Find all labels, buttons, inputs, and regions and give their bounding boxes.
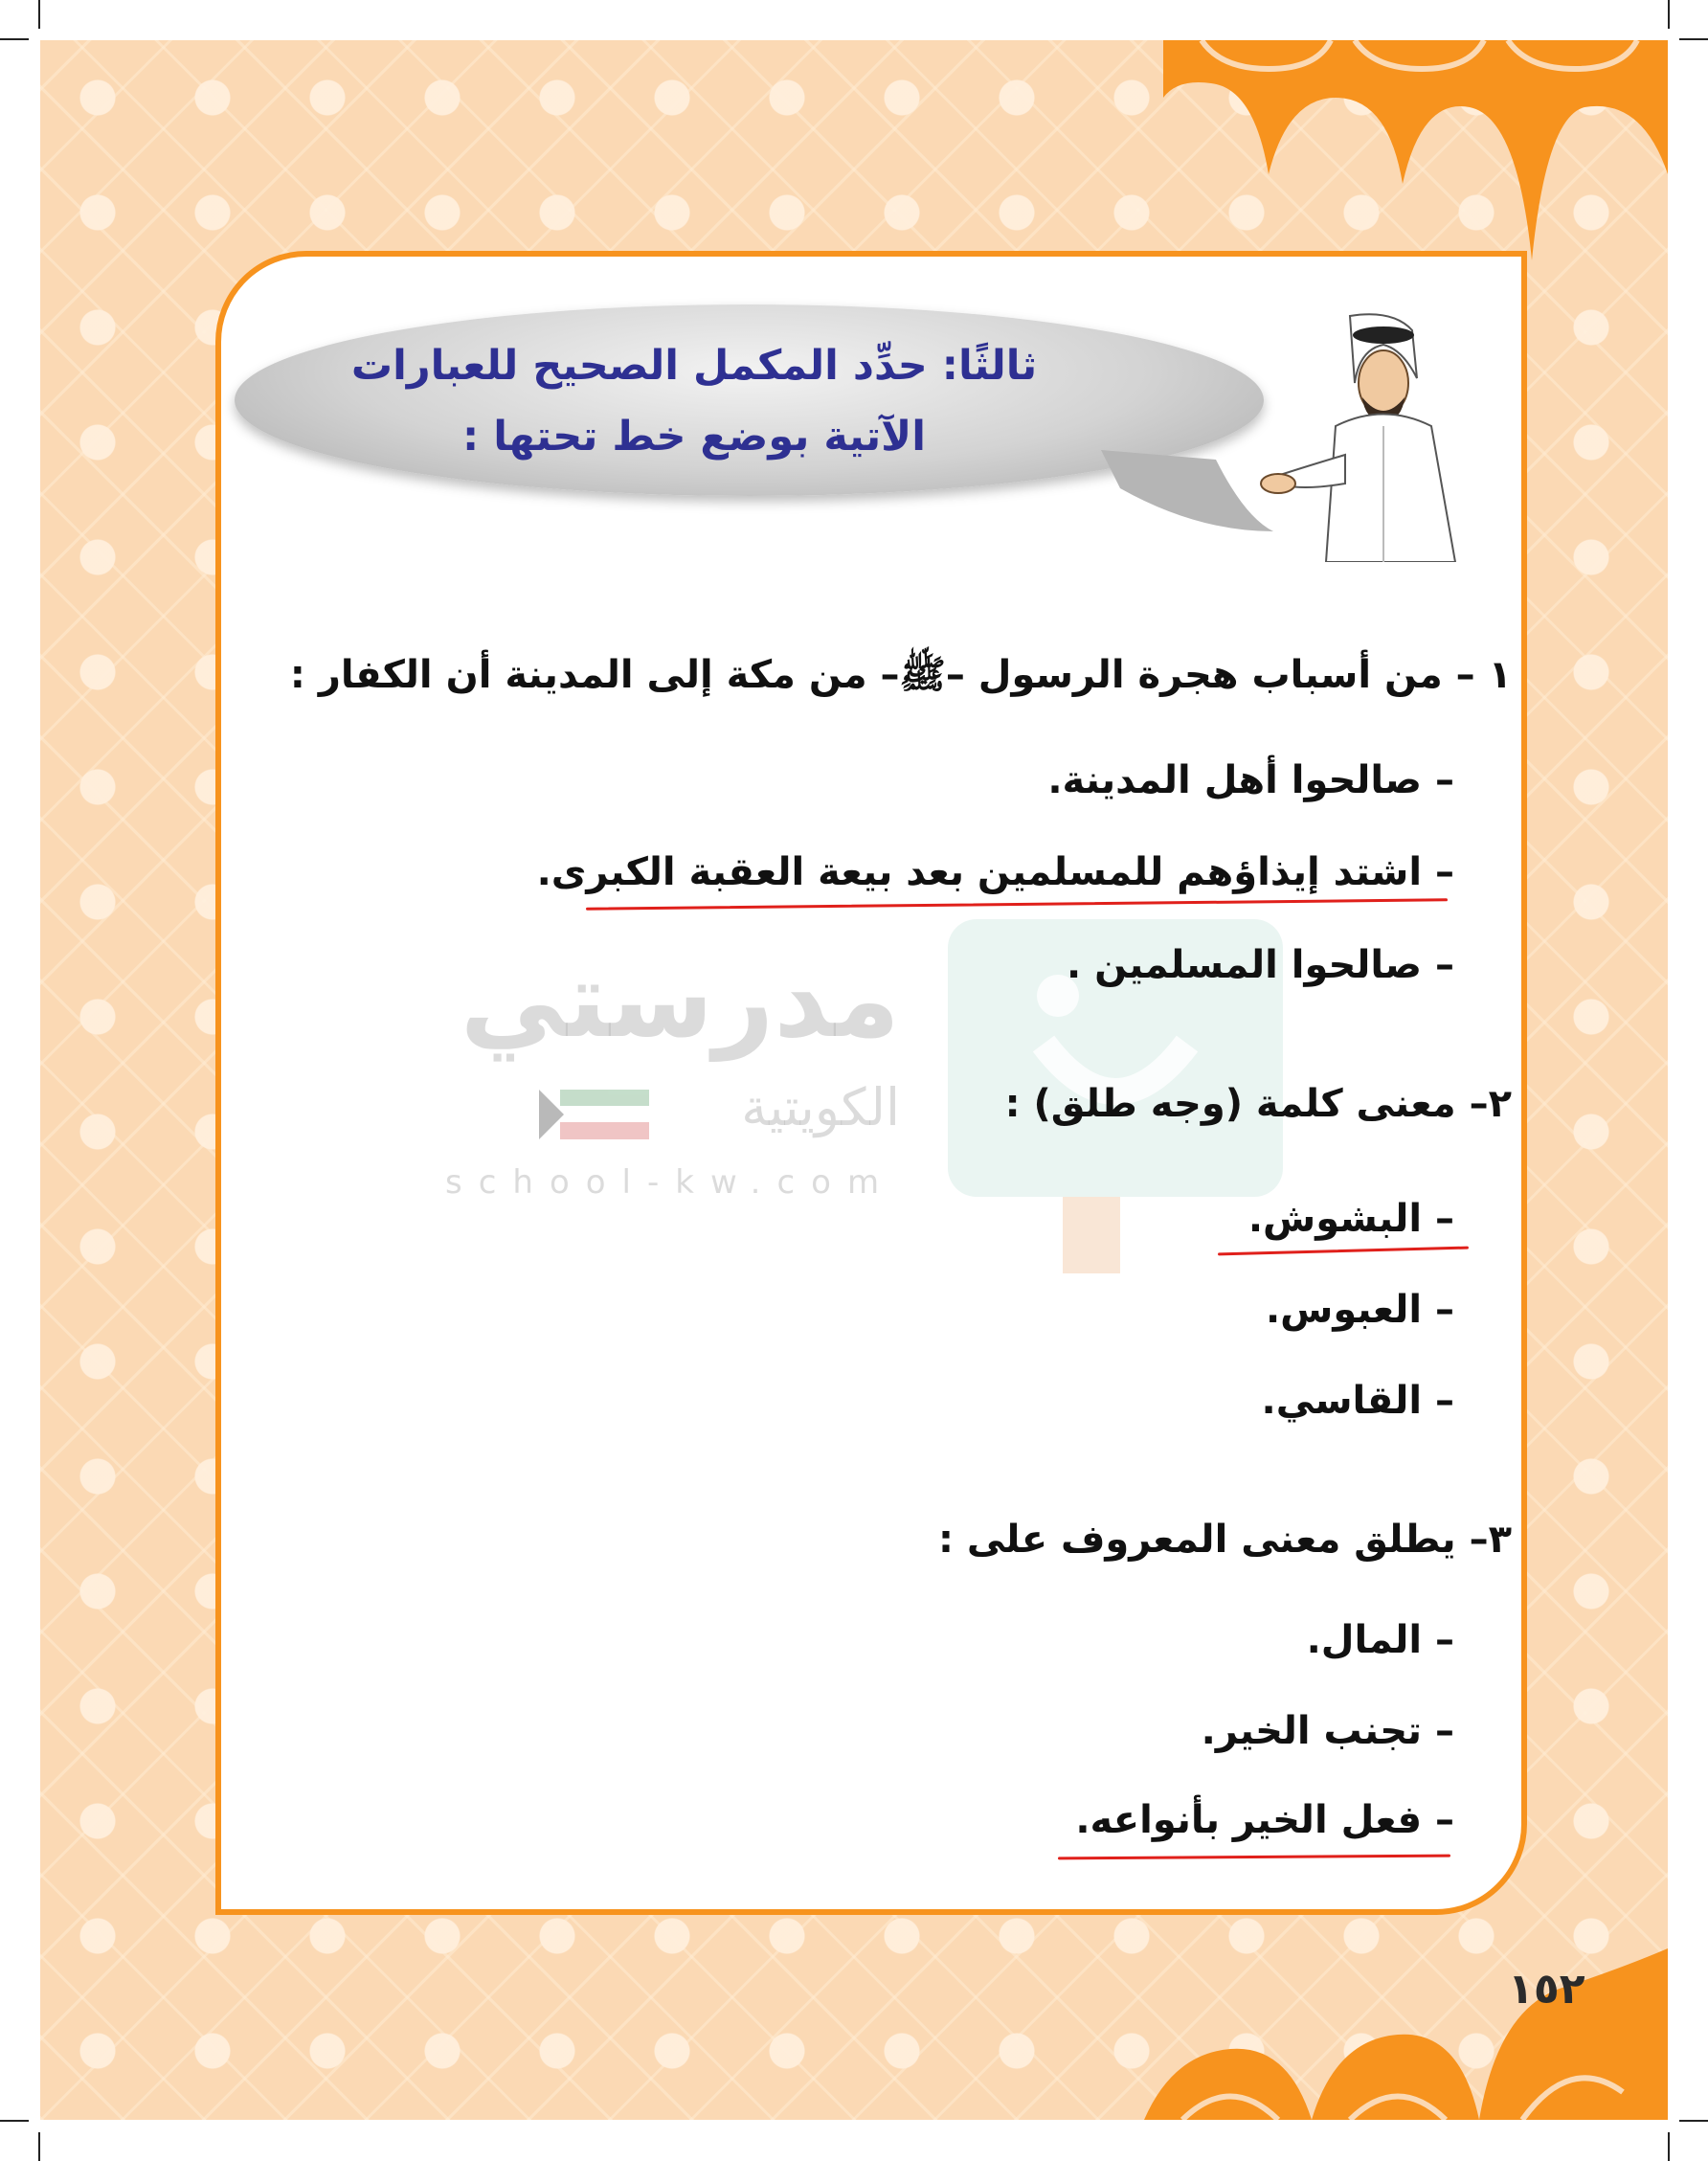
crop-mark — [0, 38, 29, 40]
crop-mark — [1668, 0, 1670, 29]
bottom-orange-arches-decoration — [1144, 1948, 1668, 2120]
question-1-prompt: ١ – من أسباب هجرة الرسول –ﷺ– من مكة إلى المدينة أن الكفار : — [289, 653, 1512, 697]
speech-bubble-tail — [1101, 450, 1273, 536]
top-orange-arches-decoration — [1163, 40, 1668, 260]
watermark-name: مدرستي — [460, 938, 900, 1061]
watermark-country: الكويتية — [741, 1077, 900, 1137]
question-1-option-1: – صالحوا أهل المدينة. — [1047, 758, 1454, 802]
question-1-option-2: – اشتد إيذاؤهم للمسلمين بعد بيعة العقبة الكبرى. — [536, 850, 1454, 894]
crop-mark — [1668, 2132, 1670, 2161]
crop-mark — [38, 0, 40, 29]
question-3-option-2: – تجنب الخير. — [1201, 1709, 1454, 1753]
instruction-line-2: الآتية بوضع خط تحتها : — [462, 413, 926, 461]
instruction-title — [287, 330, 1101, 472]
crop-mark — [0, 2120, 29, 2122]
question-2-option-1: – البشوش. — [1247, 1197, 1454, 1241]
kuwait-flag-icon — [539, 1090, 649, 1139]
watermark-url: school-kw.com — [445, 1163, 896, 1202]
question-3-prompt: ٣– يطلق معنى المعروف على : — [937, 1518, 1512, 1562]
question-3-option-1: – المال. — [1306, 1618, 1454, 1662]
crop-mark — [1679, 38, 1708, 40]
question-1-option-3: – صالحوا المسلمين . — [1067, 943, 1454, 987]
question-2-option-2: – العبوس. — [1265, 1288, 1454, 1332]
teacher-illustration — [1259, 311, 1465, 562]
instruction-line-1: ثالثًا: حدِّد المكمل الصحيح للعبارات — [350, 342, 1038, 390]
page-number: ١٥٢ — [1508, 1965, 1585, 2014]
crop-mark — [38, 2132, 40, 2161]
question-3-option-3: – فعل الخير بأنواعه. — [1075, 1798, 1454, 1842]
question-2-option-3: – القاسي. — [1261, 1379, 1454, 1423]
question-2-prompt: ٢– معنى كلمة (وجه طلق) : — [1004, 1082, 1512, 1126]
crop-mark — [1679, 2120, 1708, 2122]
